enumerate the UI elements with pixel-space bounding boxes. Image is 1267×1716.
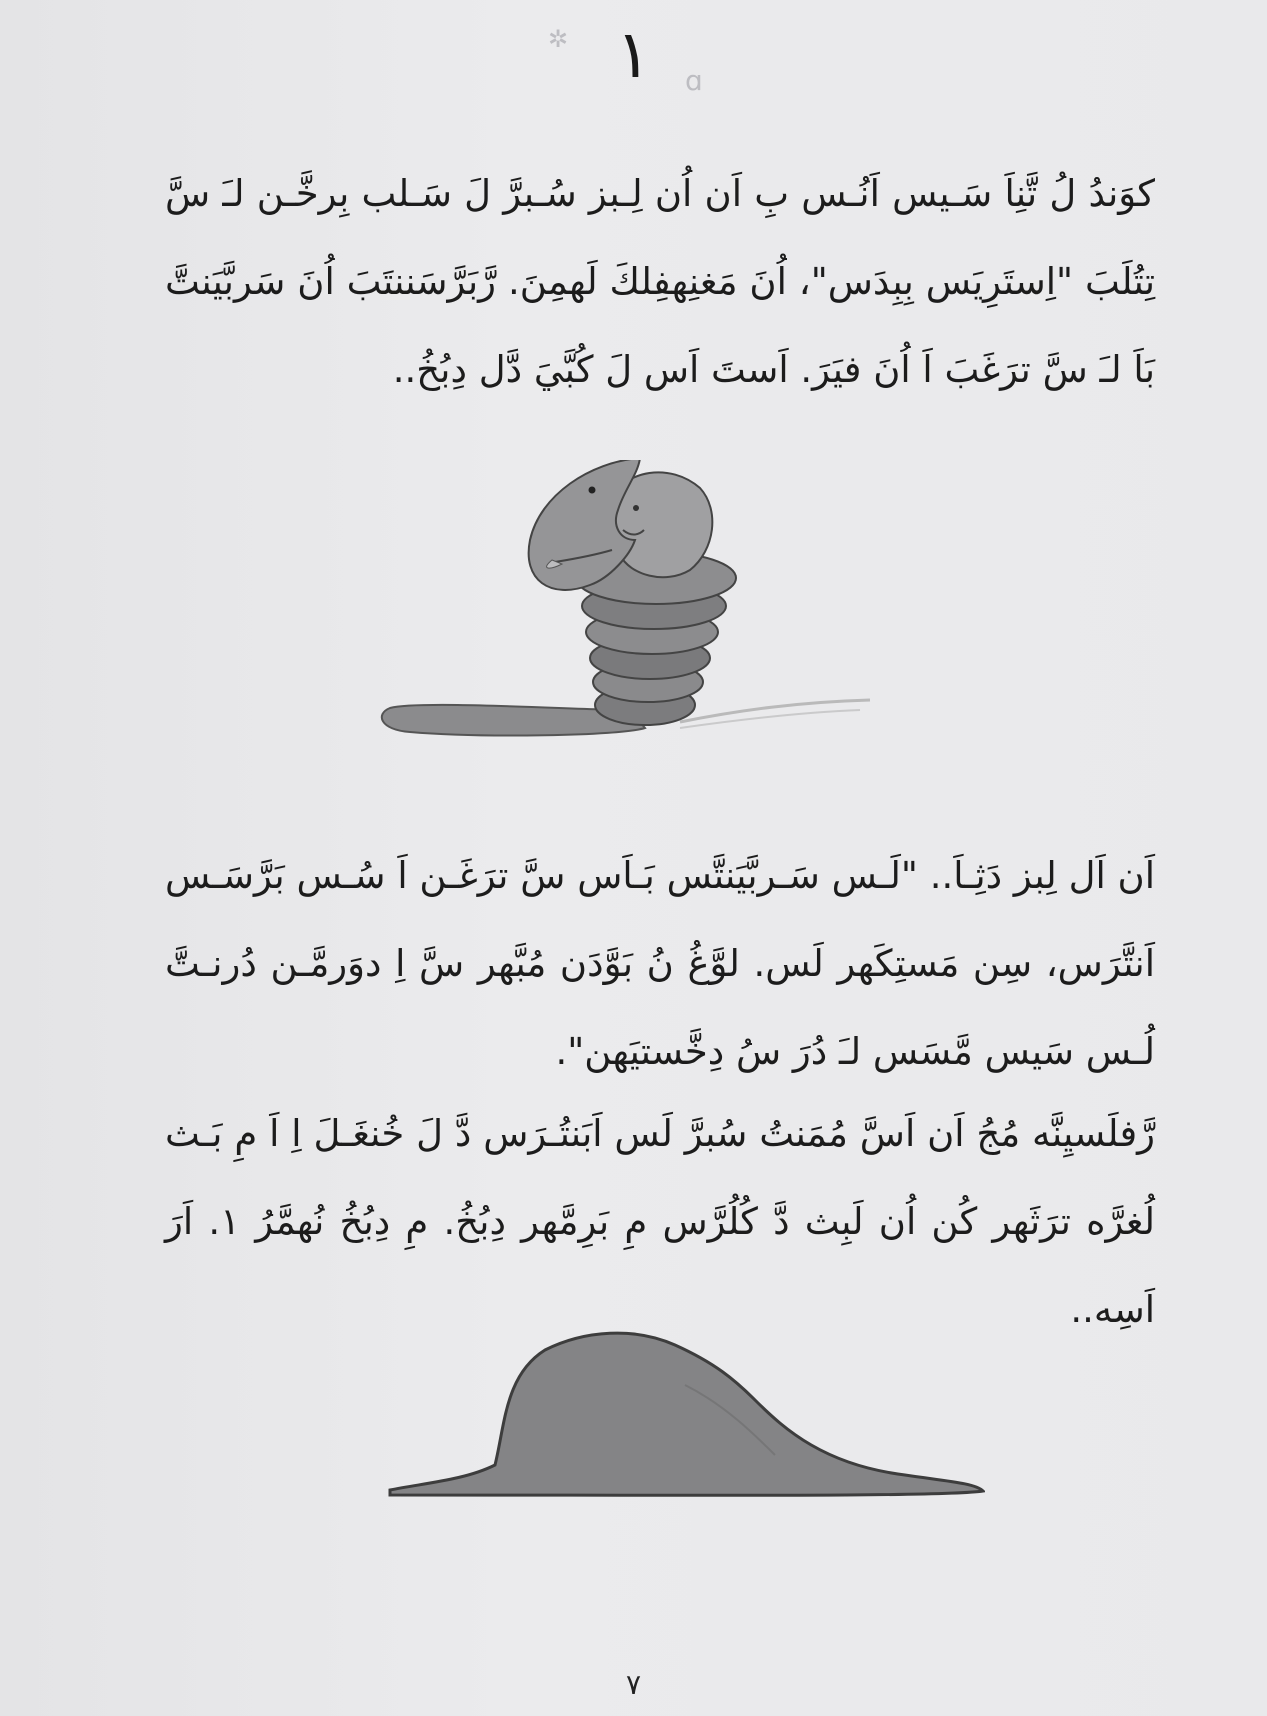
drawing-number-one-hat [385,1325,985,1505]
paragraph-text: رَّفلَسيِنَّه مُجُ اَن اَسَّ مُمَنتُ سُبرَّ لَس اَبَنتُـرَس دَّ لَ خُنغَـلَ اِ اَ مِ بَـث لُغرَّه ترَثَهر كُن اُن لَبِث دَّ كُلُرَّس مِ بَرِمَّهر دِبُخُ. مِ دِبُخُ نُهمَّرُ ١. اَرَ اَسِه.. [165,1112,1156,1331]
page-number: ٧ [625,1668,642,1701]
chapter-number: ١ [615,16,652,93]
paragraph-2 [165,832,1155,1096]
paragraph-3 [165,1090,1155,1354]
pencil-mark: ✲ [548,25,569,53]
paragraph-1 [165,150,1155,414]
paragraph-text: اَن اَل لِبز دَثِـاَ.. "لَـس سَـربَّيَنتَّس بَـاَس سَّ ترَغَـن اَ سُـس بَرَّسَـس اَنتَّرَس، سِن مَستِكَهر لَس. لوَّغُ نُ بَوَّدَن مُبَّهر سَّ اِ دوَرمَّـن دُرنـتَّ لُـس سَيس مَّسَس لـَ دُرَ سُ دِخَّستيَهن". [165,854,1155,1073]
boa-constrictor-illustration [380,460,960,820]
paragraph-text: كوَندُ لُ تَّنِاَ سَـيس اَنُـس بِ اَن اُن لِـبز سُـبرَّ لَ سَـلب بِرخَّـن لـَ سَّ تِتُلَبَ "اِستَرِيَس بِبِدَس"، اُنَ مَغنِهفِلكَ لَهمِنَ. رَّبَرَّسَننتَبَ اُنَ سَربَّيَنتَّ بَاَ لـَ سَّ ترَغَبَ اَ اُنَ فيَرَ. اَستَ اَس لَ كُبَّيَ دَّل دِبُخُ.. [165,172,1155,391]
pencil-mark: ɑ [685,64,703,97]
